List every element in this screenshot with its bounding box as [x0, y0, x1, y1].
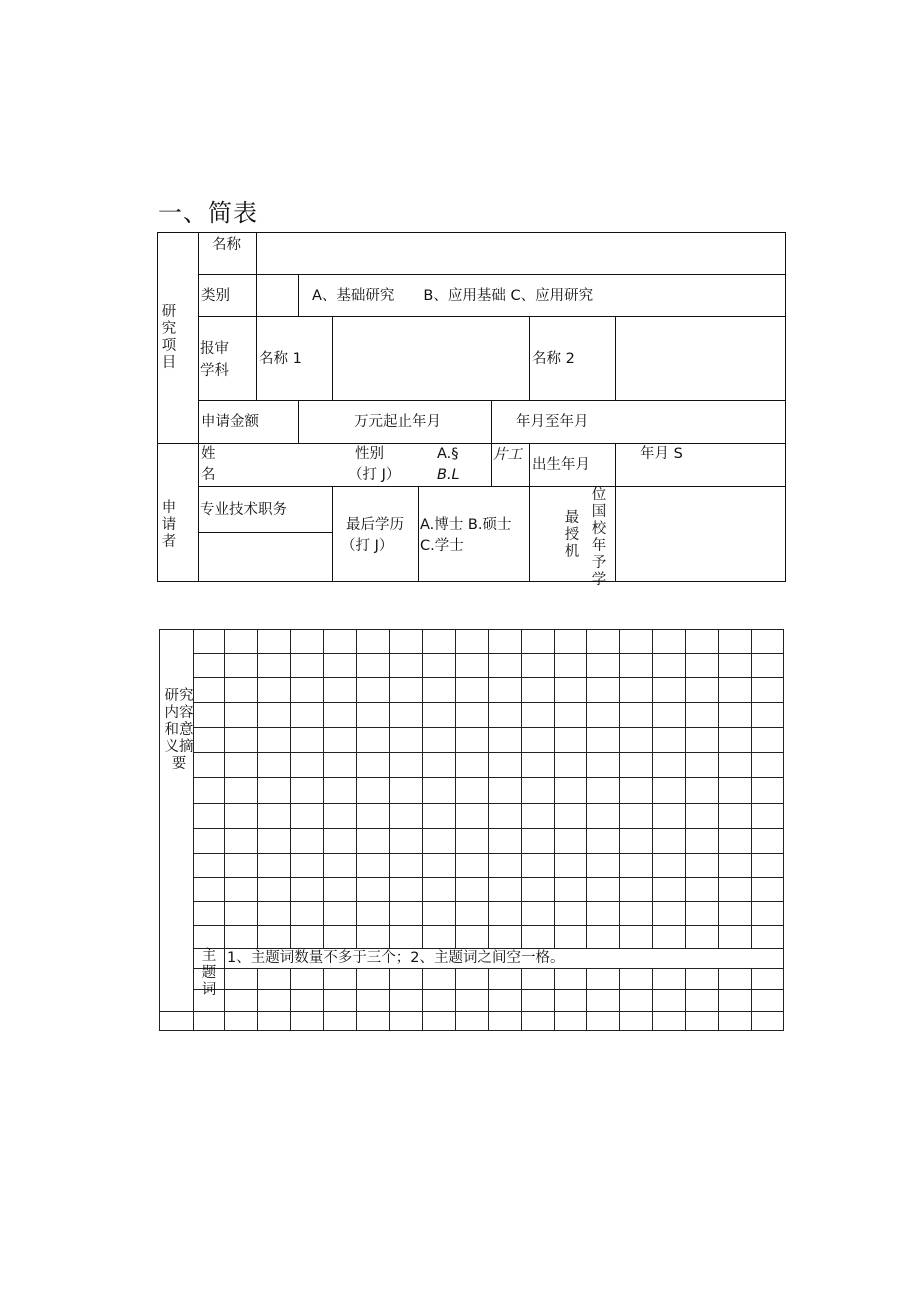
- grid-line: [783, 629, 784, 1031]
- grid-line: [356, 968, 357, 1031]
- amount-label: 申请金额: [201, 414, 259, 430]
- grid-line: [389, 629, 390, 948]
- discipline-name1-label: 名称 1: [259, 351, 302, 367]
- grid-line: [652, 629, 653, 948]
- birth-value: 年月 S: [640, 446, 683, 462]
- grid-line: [521, 629, 522, 948]
- discipline-label-line2: 学科: [200, 363, 229, 379]
- gender-option-a: A.§: [437, 446, 459, 462]
- project-group-label: 研究项目: [161, 304, 177, 371]
- grid-line: [619, 629, 620, 948]
- grid-line: [159, 629, 784, 630]
- applicant-group-label: 申请者: [161, 500, 177, 550]
- discipline-label-line1: 报审: [200, 341, 229, 357]
- discipline-name2-label: 名称 2: [532, 351, 575, 367]
- grid-line: [554, 629, 555, 948]
- education-label: 最后学历: [346, 517, 404, 533]
- grid-line: [685, 968, 686, 1031]
- grid-line: [718, 629, 719, 948]
- gender-label: 性别: [355, 446, 384, 462]
- abstract-side-label: 研究内容和意义摘要: [164, 688, 194, 772]
- grid-line: [652, 968, 653, 1031]
- education-option-c: C.学士: [420, 538, 464, 554]
- grid-line: [356, 629, 357, 948]
- amount-period: 年月至年月: [516, 414, 589, 430]
- grid-line: [619, 968, 620, 1031]
- grid-line: [389, 968, 390, 1031]
- grid-line: [685, 629, 686, 948]
- grid-line: [159, 1030, 784, 1031]
- photo-label: 片工: [493, 447, 522, 463]
- grid-line: [323, 629, 324, 948]
- amount-unit: 万元起止年月: [354, 414, 441, 430]
- grid-line: [751, 629, 752, 948]
- name-label-line1: 姓: [201, 446, 216, 462]
- grid-line: [554, 968, 555, 1031]
- degree-label-a: 最授机: [564, 510, 580, 560]
- grid-line: [455, 968, 456, 1031]
- grid-line: [224, 629, 225, 1031]
- project-name-label: 名称: [212, 237, 241, 253]
- grid-line: [422, 629, 423, 948]
- grid-line: [159, 1011, 783, 1012]
- education-option-ab: A.博士 B.硕士: [420, 517, 512, 533]
- grid-line: [488, 968, 489, 1031]
- professional-title-label: 专业技术职务: [200, 502, 287, 518]
- grid-line: [257, 629, 258, 948]
- grid-line: [455, 629, 456, 948]
- grid-line: [751, 968, 752, 1031]
- project-category-label: 类别: [201, 288, 230, 304]
- degree-label-b: 位国校年予学: [591, 487, 607, 588]
- grid-line: [586, 629, 587, 948]
- grid-line: [159, 629, 160, 1031]
- gender-hint: （打 J）: [348, 467, 401, 483]
- grid-line: [586, 968, 587, 1031]
- keyword-note: 1、主题词数量不多于三个；2、主题词之间空一格。: [227, 950, 565, 966]
- grid-line: [257, 968, 258, 1031]
- grid-line: [718, 968, 719, 1031]
- name-label-line2: 名: [201, 467, 216, 483]
- birth-label: 出生年月: [532, 457, 590, 473]
- section-title: 一、简表: [158, 199, 258, 227]
- grid-line: [488, 629, 489, 948]
- grid-line: [422, 968, 423, 1031]
- grid-line: [323, 968, 324, 1031]
- keyword-label: 主题词: [201, 948, 217, 998]
- grid-line: [521, 968, 522, 1031]
- gender-option-b: B.L: [437, 467, 460, 483]
- project-category-options: A、基础研究 B、应用基础 C、应用研究: [312, 288, 594, 304]
- education-hint: （打 J）: [341, 538, 394, 554]
- grid-line: [290, 968, 291, 1031]
- grid-line: [290, 629, 291, 948]
